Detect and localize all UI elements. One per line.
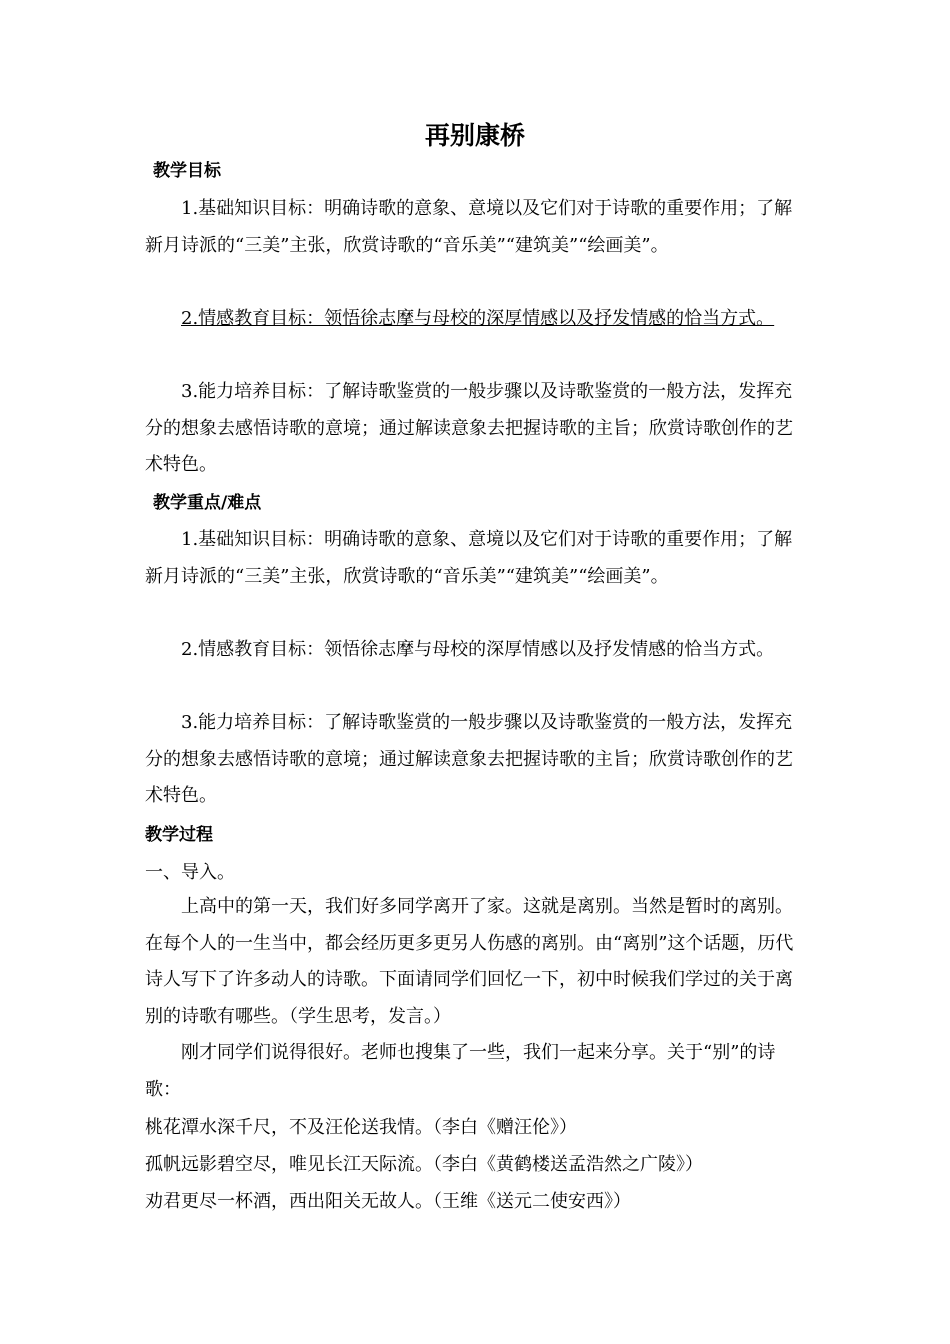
key-point-item-2: 2.情感教育目标：领悟徐志摩与母校的深厚情感以及抒发情感的恰当方式。 <box>181 639 775 660</box>
process-paragraph-1: 上高中的第一天，我们好多同学离开了家。这就是离别。当然是暂时的离别。在每个人的一生当中，都会经历更多更另人伤感的离别。由“离别”这个话题，历代诗人写下了许多动人的诗歌。下面请同学们回忆一下，初中时候我们学过的关于离别的诗歌有哪些。（学生思考，发言。） <box>145 896 794 1027</box>
section-heading-objectives: 教学目标 <box>153 161 221 181</box>
document-title: 再别康桥 <box>424 121 525 150</box>
objective-item-3: 3.能力培养目标：了解诗歌鉴赏的一般步骤以及诗歌鉴赏的一般方法，发挥充分的想象去感悟诗歌的意境；通过解读意象去把握诗歌的主旨；欣赏诗歌创作的艺术特色。 <box>145 381 793 475</box>
poem-line-2: 孤帆远影碧空尽，唯见长江天际流。（李白《黄鹤楼送孟浩然之广陵》） <box>145 1154 703 1175</box>
poem-line-1: 桃花潭水深千尺，不及汪伦送我情。（李白《赠汪伦》） <box>145 1117 577 1138</box>
key-point-item-3: 3.能力培养目标：了解诗歌鉴赏的一般步骤以及诗歌鉴赏的一般方法，发挥充分的想象去感悟诗歌的意境；通过解读意象去把握诗歌的主旨；欣赏诗歌创作的艺术特色。 <box>145 712 793 806</box>
key-point-item-1: 1.基础知识目标：明确诗歌的意象、意境以及它们对于诗歌的重要作用；了解新月诗派的“三美”主张，欣赏诗歌的“音乐美”“建筑美”“绘画美”。 <box>145 529 793 587</box>
section-heading-key-points: 教学重点/难点 <box>153 493 262 513</box>
section-heading-process: 教学过程 <box>145 825 213 845</box>
objective-item-1: 1.基础知识目标：明确诗歌的意象、意境以及它们对于诗歌的重要作用；了解新月诗派的“三美”主张，欣赏诗歌的“音乐美”“建筑美”“绘画美”。 <box>145 198 793 256</box>
objective-item-2-text: 2.情感教育目标：领悟徐志摩与母校的深厚情感以及抒发情感的恰当方式。 <box>181 308 775 329</box>
process-paragraph-2: 刚才同学们说得很好。老师也搜集了一些，我们一起来分享。关于“别”的诗歌： <box>145 1042 776 1100</box>
objective-item-2 <box>145 301 805 338</box>
poem-line-3: 劝君更尽一杯酒，西出阳关无故人。（王维《送元二使安西》） <box>145 1191 631 1212</box>
process-step-1: 一、导入。 <box>145 862 235 883</box>
